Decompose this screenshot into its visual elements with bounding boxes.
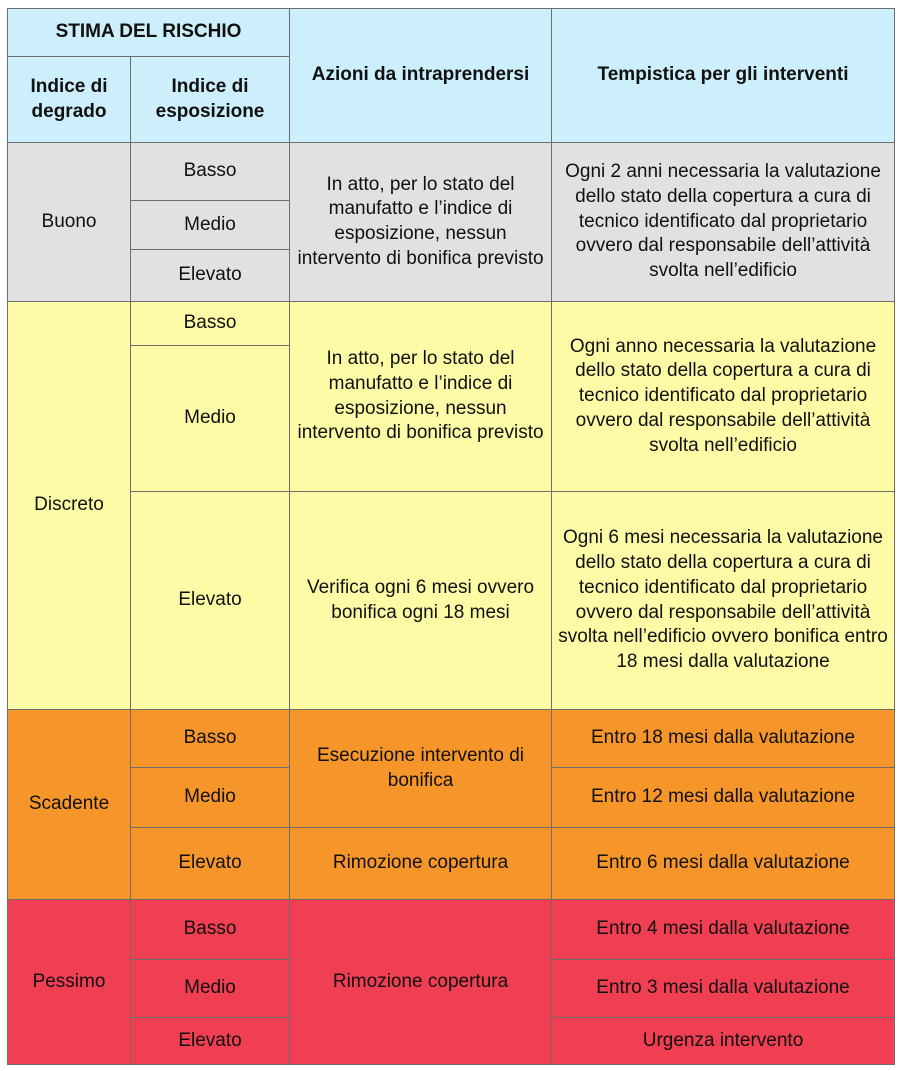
header-indice-degrado: Indice di degrado	[8, 57, 131, 143]
azione-scadente-elevato: Rimozione copertura	[290, 828, 552, 900]
header-stima-del-rischio: STIMA DEL RISCHIO	[8, 9, 290, 57]
esposizione-scadente-medio: Medio	[131, 768, 290, 828]
tempistica-pessimo-basso: Entro 4 mesi dalla valutazione	[552, 900, 895, 960]
tempistica-pessimo-elevato: Urgenza intervento	[552, 1018, 895, 1065]
esposizione-discreto-medio: Medio	[131, 346, 290, 492]
azione-discreto-elevato: Verifica ogni 6 mesi ovvero bonifica ogni 18 mesi	[290, 492, 552, 710]
tempistica-discreto-elevato: Ogni 6 mesi necessaria la valutazione dello stato della copertura a cura di tecnico identificato dal proprietario ovvero dal responsabile dell’attività svolta nell’edificio ovvero bonifica entro 18 mesi dalla valutazione	[552, 492, 895, 710]
esposizione-buono-basso: Basso	[131, 143, 290, 201]
azione-scadente-basso-medio: Esecuzione intervento di bonifica	[290, 710, 552, 828]
tempistica-buono: Ogni 2 anni necessaria la valutazione dello stato della copertura a cura di tecnico identificato dal proprietario ovvero dal responsabile dell’attività svolta nell’edificio	[552, 143, 895, 302]
header-tempistica: Tempistica per gli interventi	[552, 9, 895, 143]
degrado-scadente: Scadente	[8, 710, 131, 900]
esposizione-buono-medio: Medio	[131, 201, 290, 250]
degrado-discreto: Discreto	[8, 302, 131, 710]
esposizione-pessimo-elevato: Elevato	[131, 1018, 290, 1065]
tempistica-scadente-medio: Entro 12 mesi dalla valutazione	[552, 768, 895, 828]
header-azioni: Azioni da intraprendersi	[290, 9, 552, 143]
tempistica-pessimo-medio: Entro 3 mesi dalla valutazione	[552, 960, 895, 1018]
azione-buono: In atto, per lo stato del manufatto e l’indice di esposizione, nessun intervento di bonifica previsto	[290, 143, 552, 302]
degrado-pessimo: Pessimo	[8, 900, 131, 1065]
esposizione-scadente-elevato: Elevato	[131, 828, 290, 900]
esposizione-pessimo-basso: Basso	[131, 900, 290, 960]
esposizione-scadente-basso: Basso	[131, 710, 290, 768]
tempistica-discreto-basso-medio: Ogni anno necessaria la valutazione dello stato della copertura a cura di tecnico identificato dal proprietario ovvero dal responsabile dell’attività svolta nell’edificio	[552, 302, 895, 492]
degrado-buono: Buono	[8, 143, 131, 302]
header-indice-esposizione: Indice di esposizione	[131, 57, 290, 143]
azione-discreto-basso-medio: In atto, per lo stato del manufatto e l’indice di esposizione, nessun intervento di bonifica previsto	[290, 302, 552, 492]
esposizione-buono-elevato: Elevato	[131, 250, 290, 302]
esposizione-discreto-basso: Basso	[131, 302, 290, 346]
azione-pessimo: Rimozione copertura	[290, 900, 552, 1065]
risk-estimate-table	[7, 8, 895, 1065]
esposizione-discreto-elevato: Elevato	[131, 492, 290, 710]
esposizione-pessimo-medio: Medio	[131, 960, 290, 1018]
tempistica-scadente-elevato: Entro 6 mesi dalla valutazione	[552, 828, 895, 900]
tempistica-scadente-basso: Entro 18 mesi dalla valutazione	[552, 710, 895, 768]
